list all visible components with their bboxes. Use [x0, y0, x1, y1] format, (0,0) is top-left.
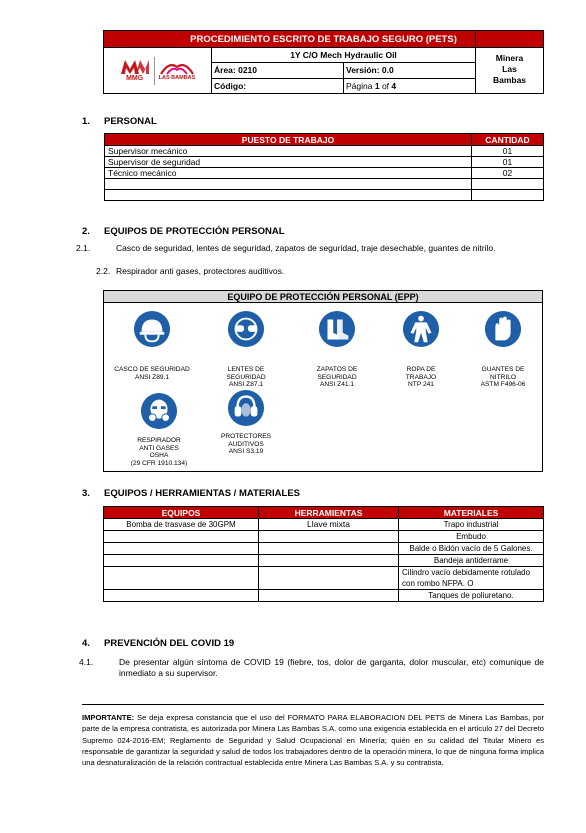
section-number: 1. [82, 116, 90, 127]
table-row [105, 179, 544, 190]
table-row [104, 519, 544, 531]
epp-label: PROTECTORES [220, 433, 272, 440]
cell-materials: Bandeja antiderrame [399, 555, 544, 567]
cell-tools: Llave mixta [259, 519, 399, 531]
boots-icon [318, 310, 356, 348]
epp-panel [103, 290, 543, 472]
cell-materials: Tanques de poliuretano. [399, 590, 544, 602]
epp-label: ANTI GASES [139, 444, 179, 452]
cell-tools [259, 543, 399, 555]
section-number: 3. [82, 488, 90, 499]
epp-boots [292, 310, 382, 389]
coverall-icon [402, 310, 440, 348]
version-field: Versión: 0.0 [343, 63, 475, 77]
epp-label: LENTES DE [227, 366, 265, 373]
section-2-heading [82, 226, 285, 237]
cell-job: Supervisor mecánico [105, 146, 472, 157]
cell-empty [105, 179, 472, 190]
epp-standard: NTP 241 [408, 381, 434, 388]
table-row [104, 590, 544, 602]
table-row [105, 157, 544, 168]
legal-notice [82, 712, 544, 768]
column-header-materials: MATERIALES [399, 507, 544, 519]
cell-empty [105, 190, 472, 201]
cell-empty [472, 179, 544, 190]
item-label: 2.1. [76, 243, 91, 253]
cell-tools [259, 555, 399, 567]
cell-tools [259, 531, 399, 543]
epp-label: ROPA DE [406, 366, 436, 373]
section-number: 2. [82, 226, 90, 237]
cell-qty: 02 [472, 168, 544, 179]
las-bambas-logo [159, 59, 196, 82]
epp-label: SEGURIDAD [226, 373, 266, 381]
epp-standard: OSHA [149, 452, 169, 459]
epp-gloves [458, 310, 548, 389]
helmet-icon [133, 310, 171, 348]
company-name [475, 31, 543, 93]
company-logos [104, 48, 212, 93]
procedure-name: 1Y C/O Mech Hydraulic Oil [290, 50, 397, 60]
section-4-heading [82, 638, 234, 649]
epp-label: ZAPATOS DE [316, 366, 358, 373]
epp-helmet [107, 310, 197, 381]
document-header [103, 30, 544, 94]
cell-tools [259, 567, 399, 590]
cell-materials: Embudo [399, 531, 544, 543]
mmg-logo-text: MMG [126, 75, 144, 82]
epp-coverall [376, 310, 466, 389]
covid-item-4-1 [79, 657, 544, 679]
epp-label: RESPIRADOR [137, 437, 181, 444]
cell-tools [259, 590, 399, 602]
epp-label: AUDITIVOS [228, 440, 264, 448]
cell-equipment [104, 590, 259, 602]
document-title: PROCEDIMIENTO ESCRITO DE TRABAJO SEGURO (PETS) [104, 31, 543, 48]
epp-standard: ANSI S3.19 [228, 448, 264, 455]
column-header-tools: HERRAMIENTAS [259, 507, 399, 519]
cell-equipment [104, 567, 259, 590]
epp-item-2-1 [76, 243, 544, 254]
table-row [104, 531, 544, 543]
cell-materials: Trapo industrial [399, 519, 544, 531]
table-row [104, 567, 544, 590]
item-label: 2.2. [96, 266, 111, 276]
item-text: Casco de seguridad, lentes de seguridad, zapatos de seguridad, traje desechable, guantes de nitrilo. [116, 243, 496, 253]
legal-notice-text: Se deja expresa constancia que el uso del FORMATO PARA ELABORACION DEL PETS de Minera Las Bambas, por parte de la empresa contratista, es autorizada por Minera Las Bambas S.A. como una exigencia establecida en el artículo 27 del Decreto Supremo 024-2016-EM; Reglamento de Seguridad y Salud Ocupacional en Minería; quién en su calidad del Titular Minero es responsable de garantizar la seguridad y salud de todos los trabajadores dentro de la operación minera, lo que de ninguna forma implica una desnaturalización de la relación contractual establecida entre Minera Las Bambas S.A. y su contratista. [82, 713, 544, 768]
table-row [104, 555, 544, 567]
footer-divider [82, 704, 544, 705]
column-header-job: PUESTO DE TRABAJO [105, 134, 472, 146]
gloves-icon [484, 310, 522, 348]
epp-label: TRABAJO [405, 373, 437, 381]
respirator-icon [140, 392, 178, 430]
epp-panel-title: EQUIPO DE PROTECCIÓN PERSONAL (EPP) [104, 291, 542, 303]
item-label: 4.1. [79, 657, 94, 667]
epp-respirator [114, 392, 204, 467]
section-title: EQUIPOS DE PROTECCIÓN PERSONAL [104, 226, 285, 237]
section-number: 4. [82, 638, 90, 649]
table-row [105, 168, 544, 179]
mmg-logo [120, 59, 150, 82]
column-header-equipment: EQUIPOS [104, 507, 259, 519]
section-title: PREVENCIÓN DEL COVID 19 [104, 638, 235, 649]
epp-goggles [201, 310, 291, 389]
table-row [104, 543, 544, 555]
section-title: EQUIPOS / HERRAMIENTAS / MATERIALES [104, 488, 300, 499]
cell-equipment [104, 555, 259, 567]
epp-ear-protection [201, 389, 291, 456]
cell-job: Supervisor de seguridad [105, 157, 472, 168]
item-text: De presentar algún síntoma de COVID 19 (fiebre, tos, dolor de garganta, dolor muscular, etc) comunique de inmediato a su supervisor. [119, 657, 544, 678]
section-title: PERSONAL [104, 116, 157, 127]
epp-label: SEGURIDAD [317, 373, 357, 381]
las-bambas-logo-text: LAS BAMBAS [158, 75, 196, 81]
cell-qty: 01 [472, 146, 544, 157]
epp-item-2-2 [96, 266, 544, 277]
column-header-qty: CANTIDAD [472, 134, 544, 146]
cell-equipment [104, 543, 259, 555]
epp-standard: ASTM F496-06 [480, 381, 526, 388]
cell-materials: Balde o Bidón vacío de 5 Galones. [399, 543, 544, 555]
table-row [105, 190, 544, 201]
mmg-logo-mark [120, 59, 150, 75]
section-3-heading [82, 488, 300, 499]
cell-equipment: Bomba de trasvase de 30GPM [104, 519, 259, 531]
cell-job: Técnico mecánico [105, 168, 472, 179]
table-row [105, 146, 544, 157]
item-text: Respirador anti gases, protectores auditivos. [116, 266, 285, 276]
goggles-icon [227, 310, 265, 348]
equipment-table [103, 506, 544, 602]
epp-label: CASCO DE SEGURIDAD [114, 366, 190, 373]
cell-equipment [104, 531, 259, 543]
page-indicator: Página 1 of 4 [343, 79, 475, 93]
epp-label: GUANTES DE [481, 366, 525, 373]
company-name-text: Minera Las Bambas [492, 52, 527, 85]
epp-label: NITRILO [489, 373, 516, 381]
code-field: Código: [214, 80, 247, 91]
epp-standard: ANSI Z89.1 [134, 373, 170, 381]
epp-standard: ANSI Z87.1 [228, 381, 264, 388]
las-bambas-logo-mark [159, 59, 195, 75]
personnel-table [104, 133, 544, 201]
cell-materials: Cilindro vacío debidamente rotulado con rombo NFPA. O [399, 567, 544, 590]
cell-qty: 01 [472, 157, 544, 168]
area-field: Área: 0210 [214, 65, 258, 76]
legal-notice-lead: IMPORTANTE: [82, 713, 135, 722]
epp-standard: ANSI Z41.1 [319, 381, 355, 388]
epp-standard: (29 CFR 1910.134) [130, 459, 188, 467]
ear-protection-icon [227, 389, 265, 427]
section-1-heading [82, 116, 157, 127]
cell-empty [472, 190, 544, 201]
